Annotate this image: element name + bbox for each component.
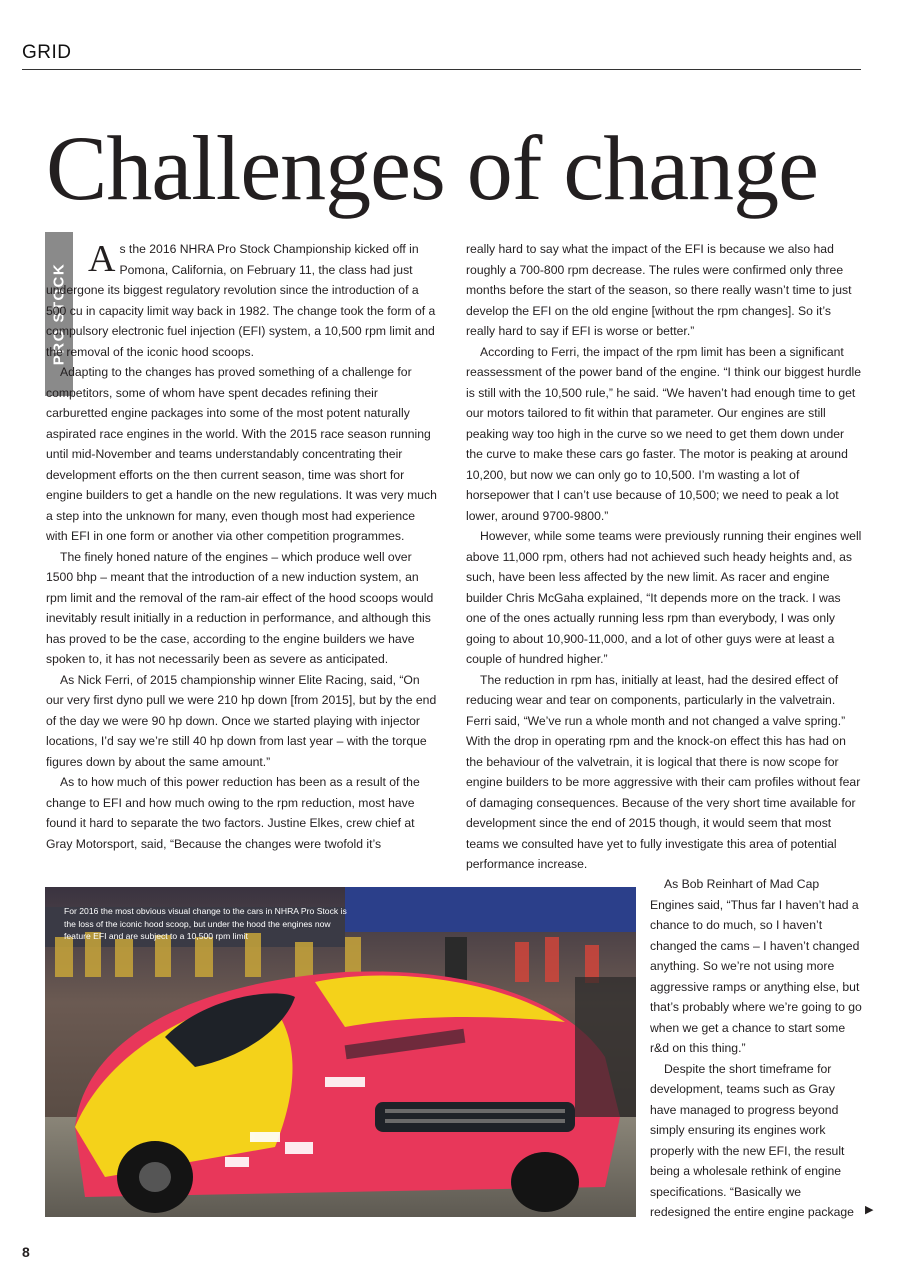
paragraph: However, while some teams were previously running their engines well above 11,000 rpm, others had not achieved such heady heights and, as such, have been less affected by the new limit. As racer and engine builder Chris McGaha explained, “It depends more on the track. I was one of the ones actually running less rpm than everybody, I was only going to about 10,900-11,000, and a lot of other guys were at least a couple of hundred higher.” (466, 529, 862, 666)
paragraph: really hard to say what the impact of the EFI is because we also had roughly a 700-800 rpm decrease. The rules were confirmed only three months before the start of the season, so there really wasn’t time to just develop the EFI on the old engine [without the rpm changes]. So it’s really hard to say if EFI is worse or better.” (466, 242, 852, 338)
right-column (466, 239, 862, 875)
paragraph: As Bob Reinhart of Mad Cap Engines said, “Thus far I haven’t had a chance to do much, so I haven’t changed the cams – I haven’t changed anything. So we’re not using more aggressive ramps or anything else, but that’s probably where we’re going to go when we get a chance to start some r&d on this thing.” (650, 877, 862, 1055)
lead-paragraph-text: s the 2016 NHRA Pro Stock Championship kicked off in Pomona, California, on February 11, the class had just undergone its biggest regulatory revolution since the introduction of a 500 cu in capacity limit way back in 1982. The change took the form of a compulsory electronic fuel injection (EFI) system, a 10,500 rpm limit and the removal of the iconic hood scoops. (46, 242, 436, 359)
section-label: GRID (22, 42, 72, 63)
paragraph: As to how much of this power reduction has been as a result of the change to EFI and how much owing to the rpm reduction, most have found it hard to separate the two factors. Justine Elkes, crew chief at Gray Motorsport, said, “Because the changes were twofold it’s (46, 775, 420, 851)
lead-paragraph (46, 239, 440, 362)
article-headline: Challenges of change (46, 117, 818, 219)
header-rule (22, 69, 861, 70)
paragraph: Despite the short timeframe for development, teams such as Gray have managed to progress beyond simply ensuring its engines work properly with the new EFI, the result being a wholesale rethink of engine specifications. “Basically we redesigned the entire engine package (650, 1061, 854, 1219)
page-number: 8 (22, 1244, 30, 1260)
category-tab-label: PRO STOCK (50, 262, 68, 366)
left-column (46, 239, 440, 854)
continue-arrow-icon: ▶ (865, 1204, 874, 1216)
paragraph: As Nick Ferri, of 2015 championship winner Elite Racing, said, “On our very first dyno pull we were 210 hp down [from 2015], but by the end of the day we were 90 hp down. Once we started playing with injector locations, I’d say we’re still 40 hp down from last year – with the torque figures down by about the same amount.” (46, 672, 437, 769)
right-narrow-column (650, 874, 862, 1223)
paragraph: According to Ferri, the impact of the rpm limit has been a significant reassessment of the power band of the engine. “I think our biggest hurdle is still with the 10,500 rule,” he said. “We haven’t had enough time to get our motors tailored to fit within that parameter. Our engines are still peaking way too high in the curve so we need to get them down under the curve to make these cars go faster. The motor is peaking at around 10,200, but now we can only go to 10,500. I’m wasting a lot of horsepower that I can’t use because of 10,500; we need to peak a lot lower, around 9700-9800.” (466, 344, 861, 523)
paragraph: Adapting to the changes has proved something of a challenge for competitors, some of whom have spent decades refining their carburetted engine packages into some of the most potent naturally aspirated race engines in the world. With the 2015 race season running until mid-November and teams understandably concentrating their development efforts on the then current season, time was short for engine builders to get a handle on the new regulations. It was very much a step into the unknown for many, even though most had experience with EFI in one form or another via other competition programmes. (46, 365, 437, 543)
photo-caption: For 2016 the most obvious visual change to the cars in NHRA Pro Stock is the loss of the iconic hood scoop, but under the hood the engines now feature EFI and are subject to a 10,500 rpm limit (64, 906, 347, 941)
drop-cap: A (88, 238, 116, 280)
paragraph: The finely honed nature of the engines – which produce well over 1500 bhp – meant that the introduction of a new induction system, an rpm limit and the removal of the ram-air effect of the hood scoops would inevitably result initially in a reduction in performance, and although this has proved to be the case, according to the engine builders we have spoken to, it has not necessarily been as severe as anticipated. (46, 549, 434, 666)
paragraph: The reduction in rpm has, initially at least, had the desired effect of reducing wear and tear on components, particularly in the valvetrain. Ferri said, “We’ve run a whole month and not changed a valve spring.” With the drop in operating rpm and the knock-on effect this has had on the behaviour of the valvetrain, it is logical that there is now scope for engine builders to be more aggressive with their cam profiles without fear of damaging consequences. Because of the very short time available for development since the end of 2015 though, it would seem that most teams we consulted have yet to fully investigate this area of potential performance increase. (466, 672, 861, 871)
